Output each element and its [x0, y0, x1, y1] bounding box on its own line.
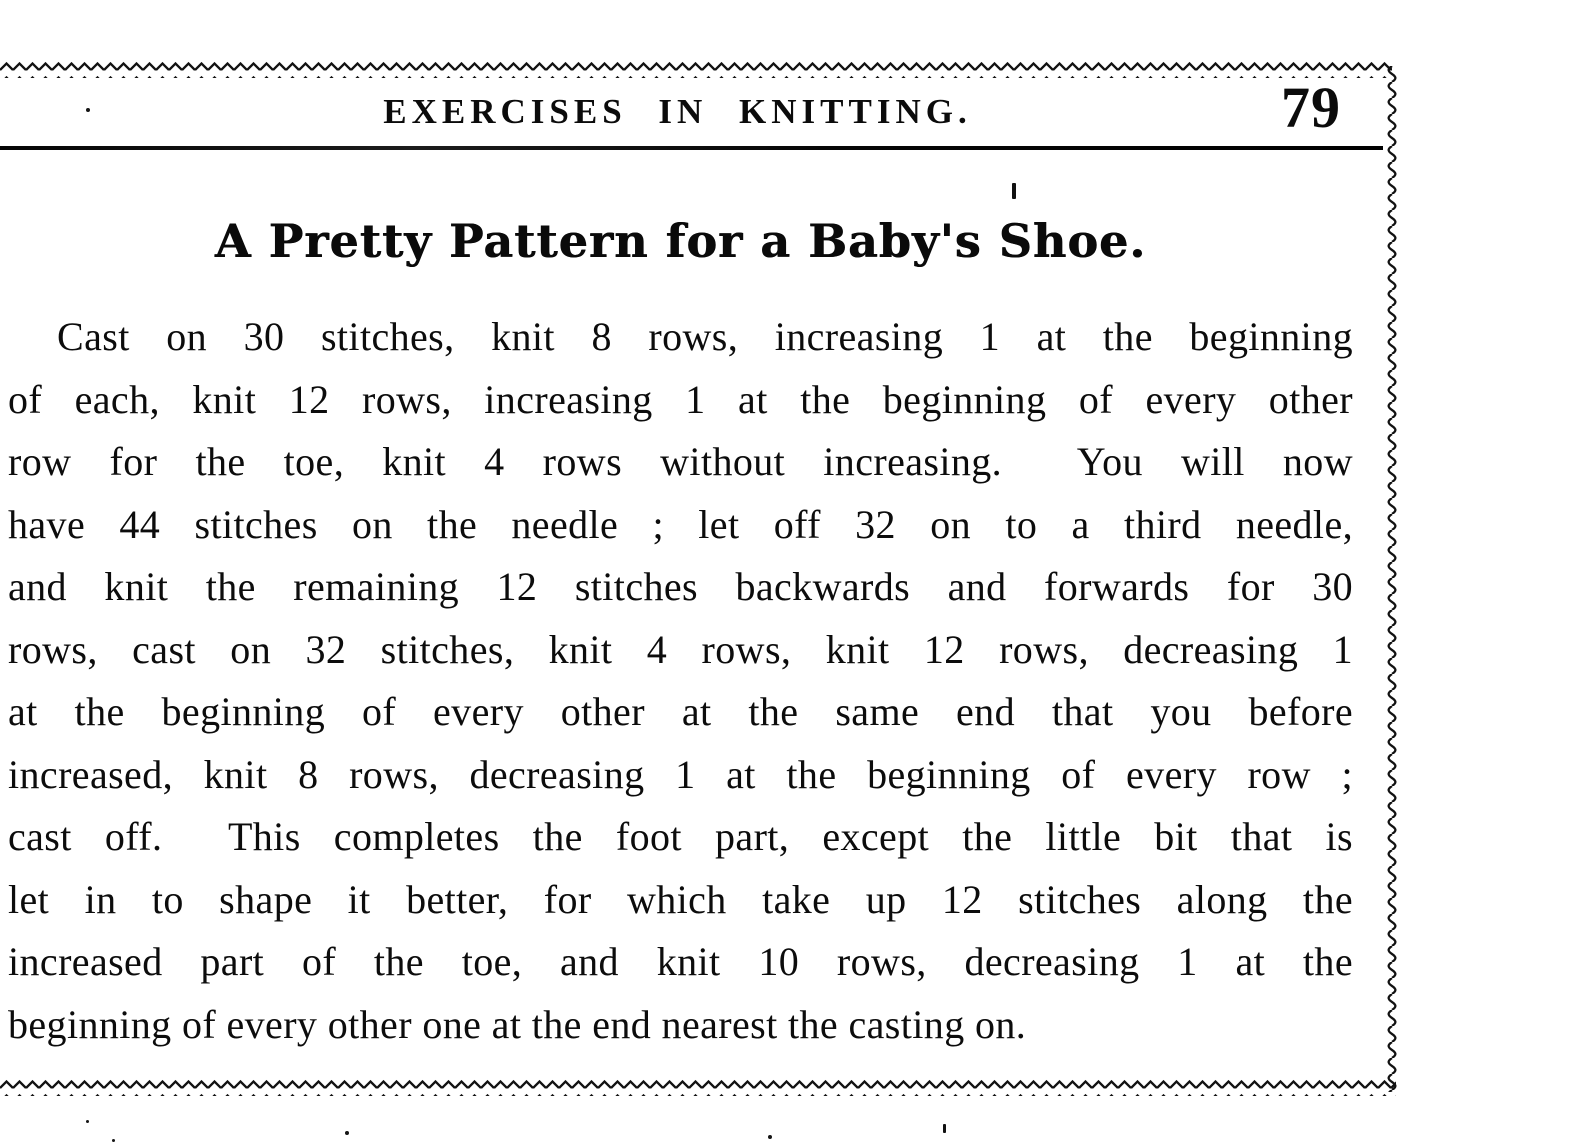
- ink-speck: [943, 1124, 946, 1133]
- ink-speck: [86, 108, 90, 112]
- body-line: let in to shape it better, for which take up 12 stitches along the: [8, 876, 1353, 922]
- section-title: A Pretty Pattern for a Baby's Shoe.: [214, 214, 1147, 268]
- body-line: row for the toe, knit 4 rows without increasing. You will now: [8, 439, 1353, 484]
- body-line: increased, knit 8 rows, decreasing 1 at the beginning of every row ;: [8, 751, 1353, 797]
- body-paragraph: [8, 306, 1353, 1056]
- ink-speck: [86, 1120, 89, 1123]
- body-line: increased part of the toe, and knit 10 rows, decreasing 1 at the: [8, 939, 1353, 984]
- body-line: have 44 stitches on the needle ; let off 32 on to a third needle,: [8, 501, 1353, 547]
- body-line: Cast on 30 stitches, knit 8 rows, increasing 1 at the beginning: [57, 314, 1353, 359]
- ink-speck: [1012, 183, 1016, 199]
- running-header-title: EXERCISES IN KNITTING.: [383, 92, 972, 131]
- body-line: cast off. This completes the foot part, except the little bit that is: [8, 814, 1353, 859]
- body-line: rows, cast on 32 stitches, knit 4 rows, knit 12 rows, decreasing 1: [8, 626, 1353, 672]
- ink-speck: [768, 1135, 772, 1139]
- body-line: at the beginning of every other at the same end that you before: [8, 689, 1353, 734]
- top-border-zigzag: [0, 60, 1392, 78]
- ink-speck: [345, 1131, 349, 1135]
- bottom-border-zigzag: [0, 1078, 1396, 1096]
- body-line: of each, knit 12 rows, increasing 1 at the beginning of every other: [8, 376, 1353, 422]
- body-line: beginning of every other one at the end nearest the casting on.: [8, 1001, 1027, 1047]
- body-line: and knit the remaining 12 stitches backwards and forwards for 30: [8, 564, 1353, 609]
- right-border-zigzag: [1384, 66, 1400, 1092]
- ink-speck: [112, 1139, 115, 1142]
- header-rule: [0, 146, 1383, 150]
- page-number: 79: [1281, 75, 1341, 140]
